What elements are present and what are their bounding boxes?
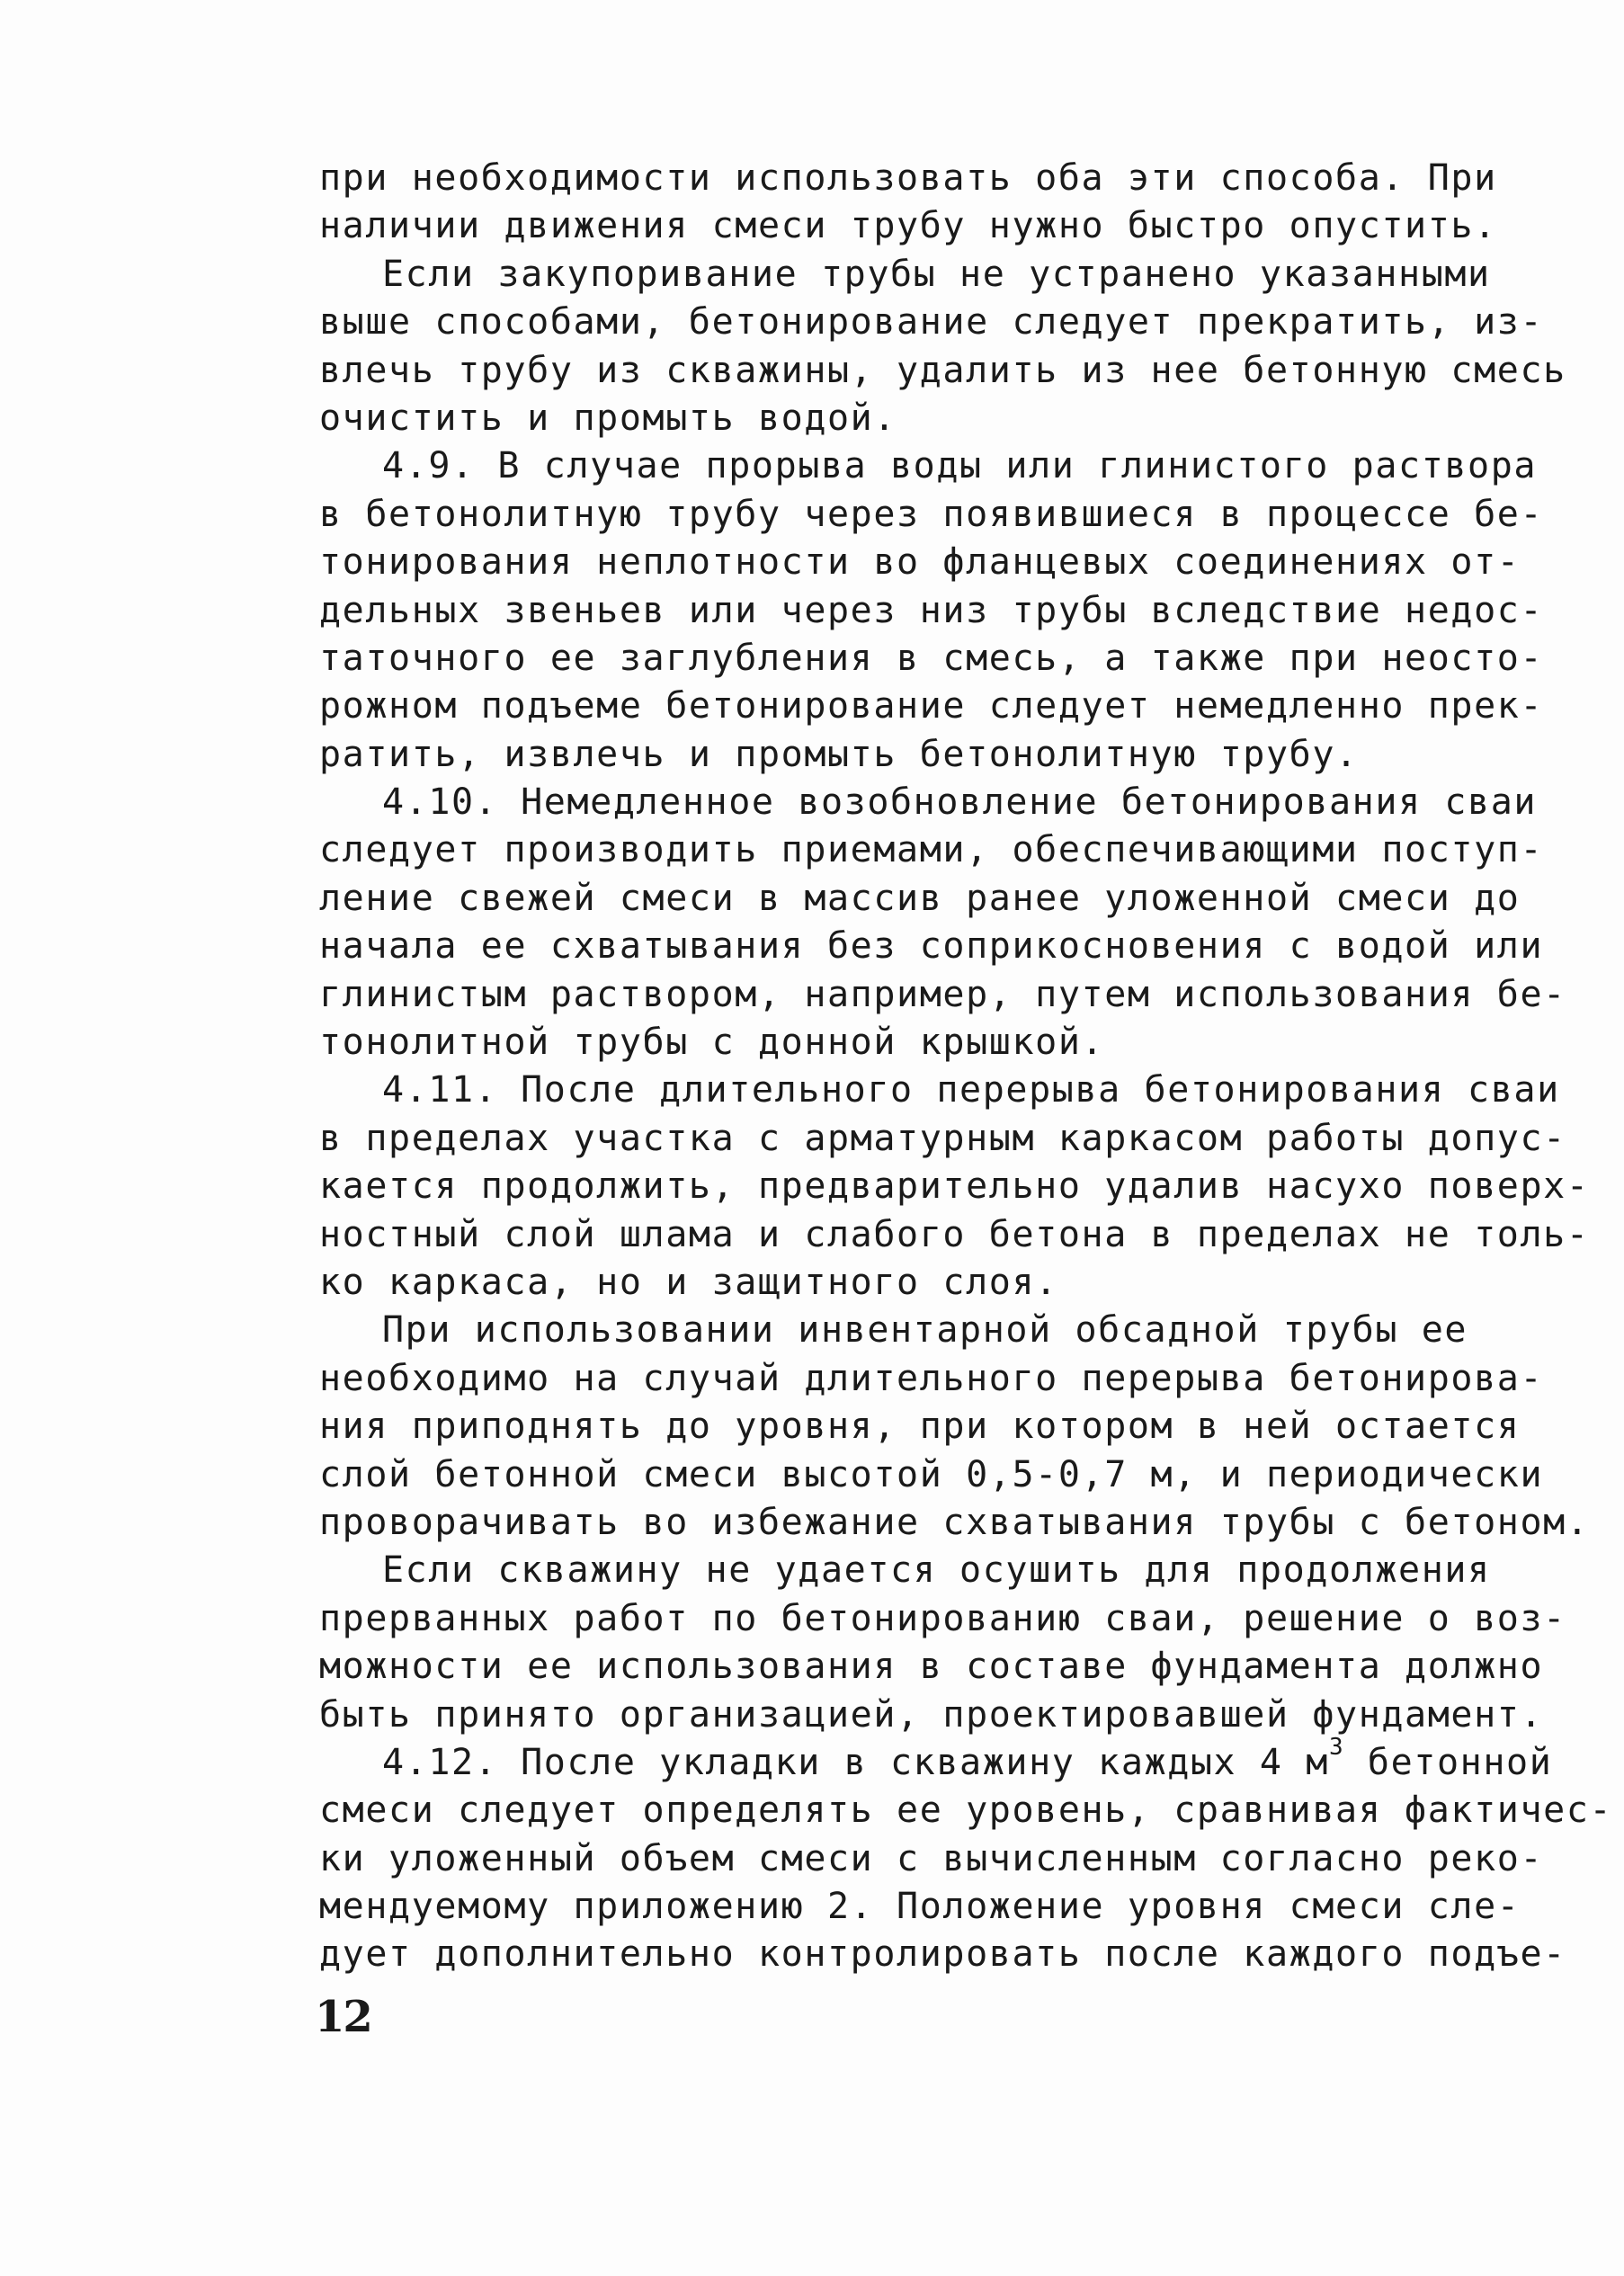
text-line-end: бетонной xyxy=(1344,1741,1553,1783)
text-line: 4.11. После длительного перерыва бетонирования сваи xyxy=(382,1069,1560,1111)
text-line: начала ее схватывания без соприкосновения с водой или xyxy=(319,925,1544,968)
text-line: ностный слой шлама и слабого бетона в пределах не толь- xyxy=(319,1213,1590,1255)
text-line: Если закупоривание трубы не устранено указанными xyxy=(382,253,1491,295)
text-line: прерванных работ по бетонированию сваи, решение о воз- xyxy=(319,1597,1566,1639)
text-line: дельных звеньев или через низ трубы вследствие недос- xyxy=(319,589,1544,631)
text-line: глинистым раствором, например, путем использования бе- xyxy=(319,973,1566,1015)
text-line: проворачивать во избежание схватывания трубы с бетоном. xyxy=(319,1501,1590,1543)
text-line: дует дополнительно контролировать после каждого подъе- xyxy=(319,1933,1566,1976)
text-line: следует производить приемами, обеспечивающими поступ- xyxy=(319,829,1544,871)
page-number: 12 xyxy=(315,1992,371,2042)
text-line: тонирования неплотности во фланцевых соединениях от- xyxy=(319,541,1521,584)
superscript-cubic: 3 xyxy=(1328,1733,1345,1761)
text-line: При использовании инвентарной обсадной трубы ее xyxy=(382,1309,1468,1352)
text-line: мендуемому приложению 2. Положение уровня смеси сле- xyxy=(319,1886,1521,1928)
text-line xyxy=(319,1733,1605,1787)
text-line: выше способами, бетонирование следует прекратить, из- xyxy=(319,301,1544,344)
text-line: ратить, извлечь и промыть бетонолитную трубу. xyxy=(319,733,1359,775)
text-line: ление свежей смеси в массив ранее уложенной смеси до xyxy=(319,877,1521,919)
text-line: при необходимости использовать оба эти способа. При xyxy=(319,157,1497,199)
text-line: тонолитной трубы с донной крышкой. xyxy=(319,1022,1105,1064)
text-line: ния приподнять до уровня, при котором в ней остается xyxy=(319,1406,1521,1448)
text-line: можности ее использования в составе фундамента должно xyxy=(319,1646,1544,1688)
text-line: ко каркаса, но и защитного слоя. xyxy=(319,1261,1058,1303)
text-line: необходимо на случай длительного перерыва бетонирова- xyxy=(319,1357,1544,1399)
text-line: наличии движения смеси трубу нужно быстро опустить. xyxy=(319,205,1497,247)
text-line: рожном подъеме бетонирование следует немедленно прек- xyxy=(319,685,1544,727)
text-line: быть принято организацией, проектировавшей фундамент. xyxy=(319,1693,1544,1736)
body-text xyxy=(319,155,1613,1979)
text-line: 4.9. В случае прорыва воды или глинистого раствора xyxy=(382,445,1538,487)
text-line: слой бетонной смеси высотой 0,5-0,7 м, и периодически xyxy=(319,1453,1544,1495)
text-line: влечь трубу из скважины, удалить из нее бетонную смесь xyxy=(319,349,1566,391)
text-line: 4.10. Немедленное возобновление бетонирования сваи xyxy=(382,781,1538,824)
text-line: таточного ее заглубления в смесь, а также при неосто- xyxy=(319,637,1544,679)
text-line: кается продолжить, предварительно удалив насухо поверх- xyxy=(319,1165,1590,1208)
text-line: в бетонолитную трубу через появившиеся в процессе бе- xyxy=(319,493,1544,535)
text-line: в пределах участка с арматурным каркасом работы допус- xyxy=(319,1117,1566,1159)
text-line: смеси следует определять ее уровень, сравнивая фактичес- xyxy=(319,1790,1613,1832)
text-line: очистить и промыть водой. xyxy=(319,397,897,439)
text-line: ки уложенный объем смеси с вычисленным согласно реко- xyxy=(319,1837,1544,1879)
text-line: Если скважину не удается осушить для продолжения xyxy=(382,1549,1491,1592)
text-line-start: 4.12. После укладки в скважину каждых 4 м xyxy=(382,1741,1329,1783)
